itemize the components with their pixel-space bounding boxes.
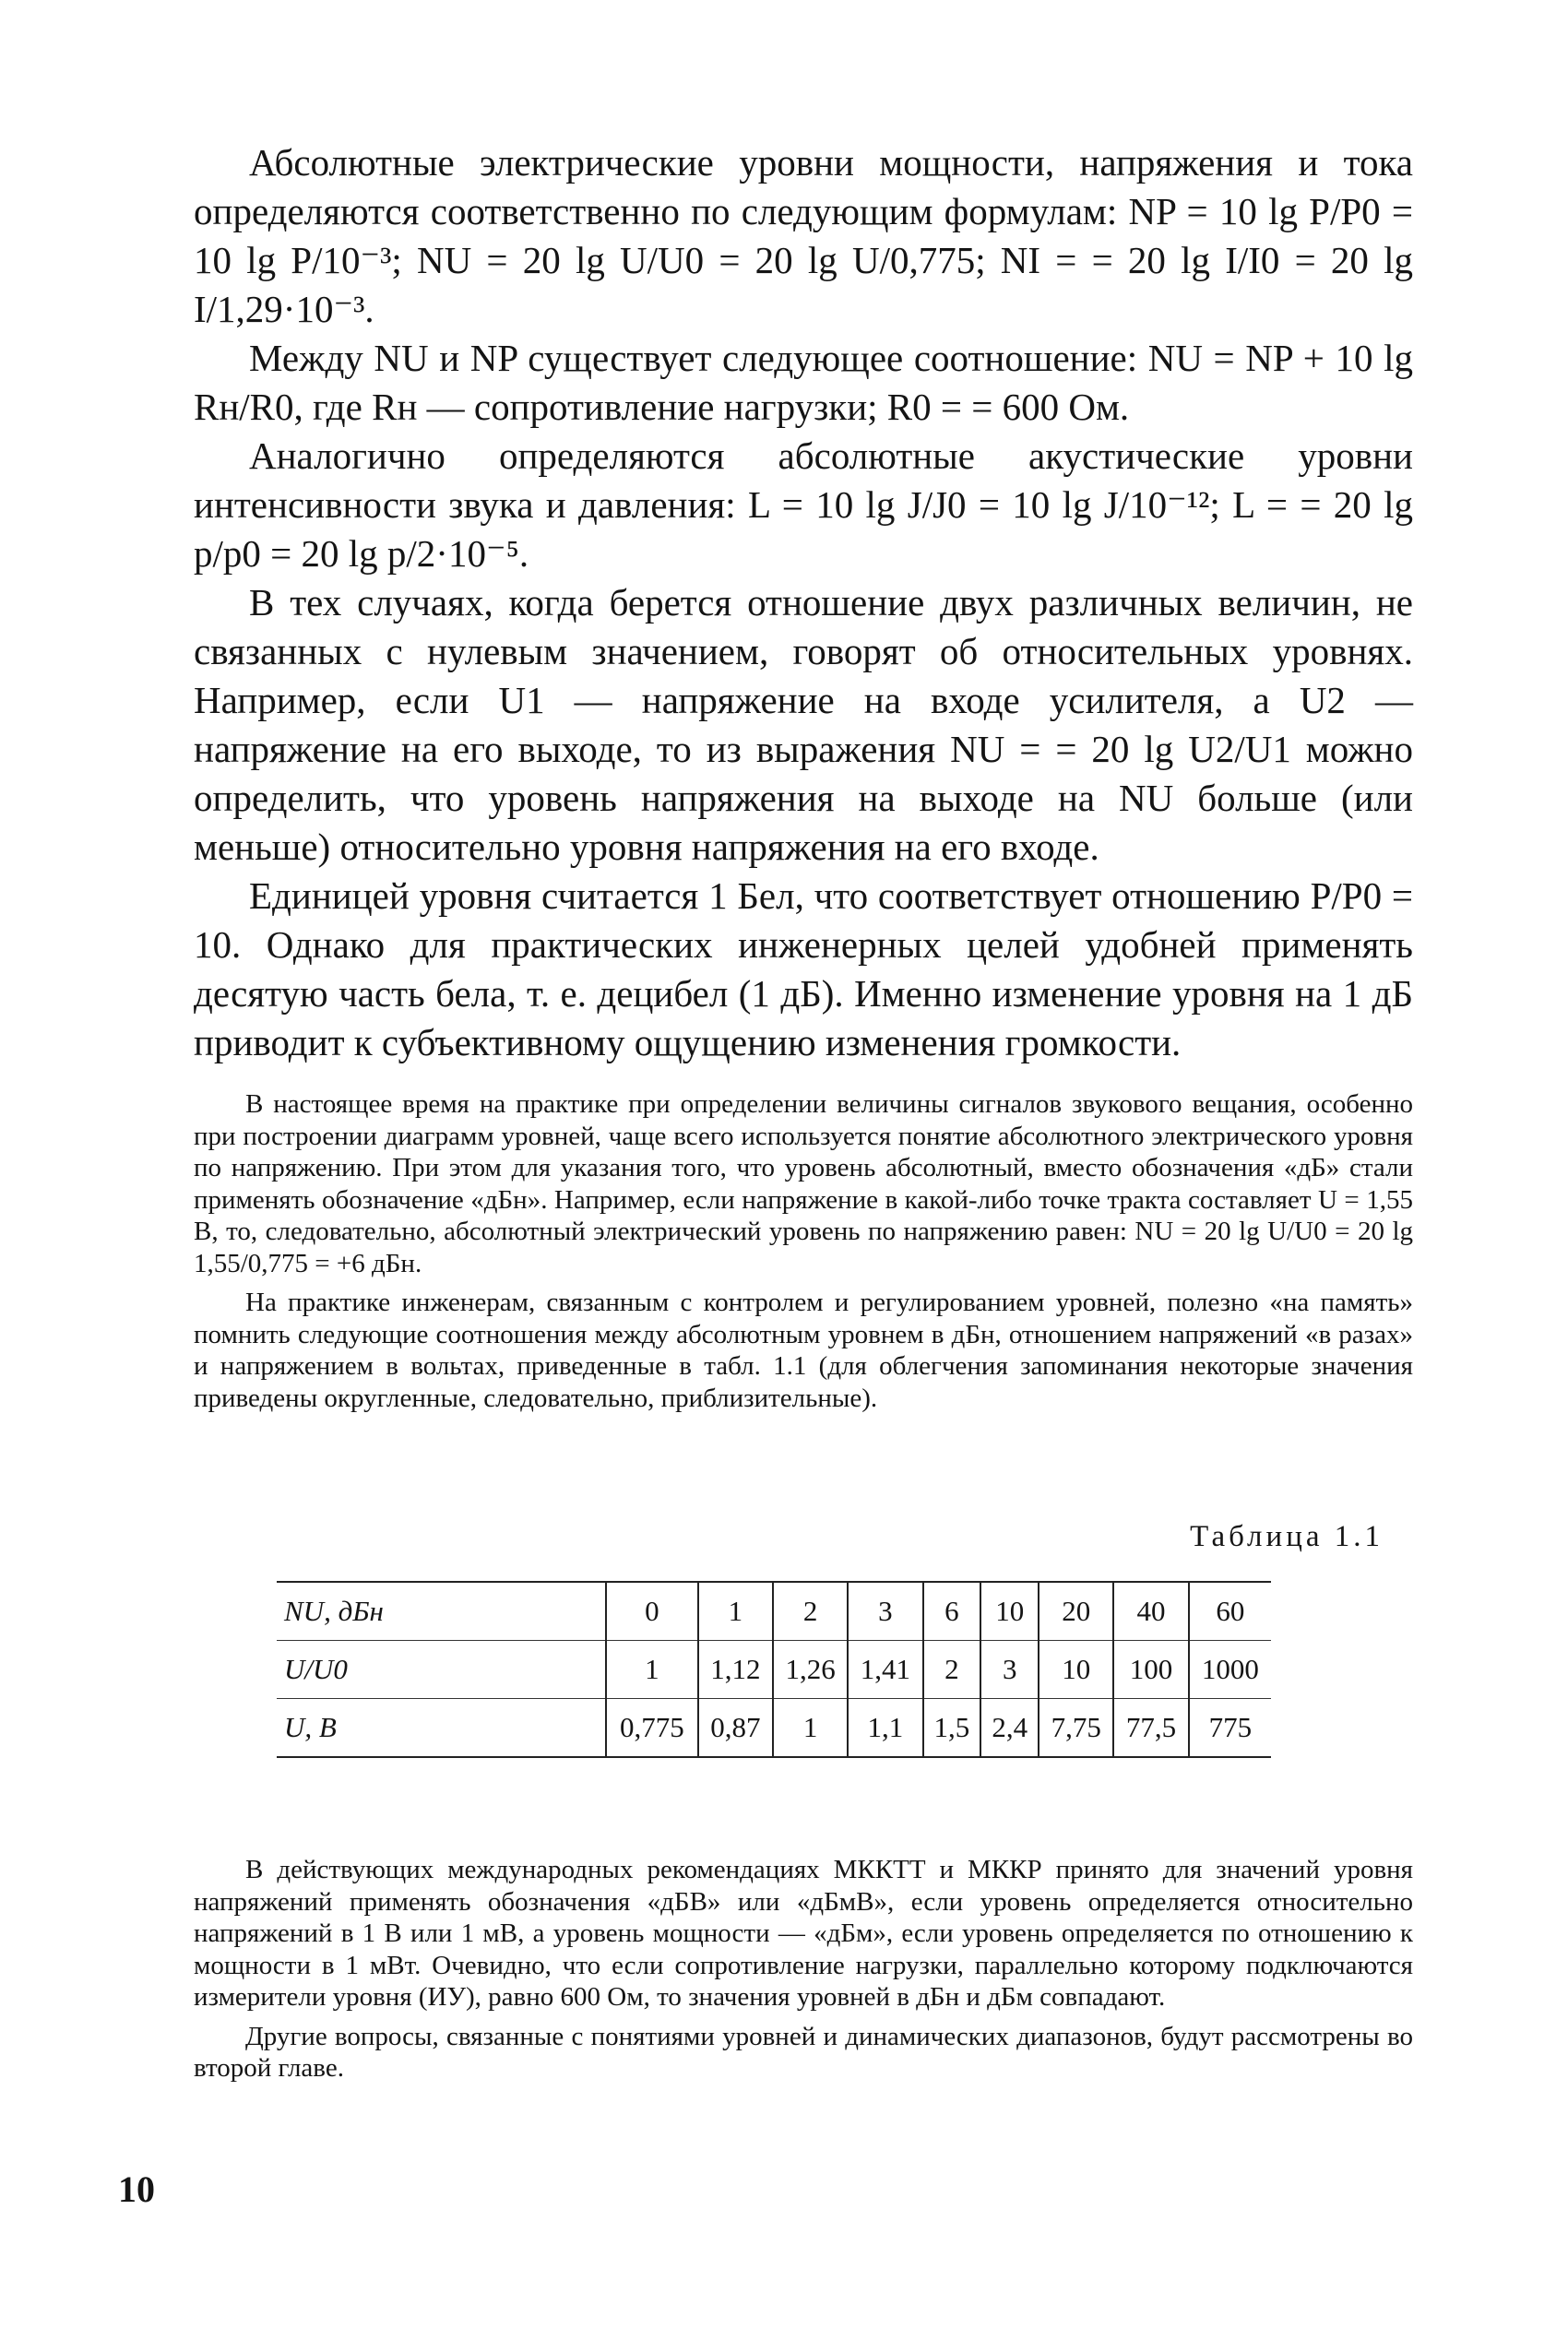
table-cell: 3 xyxy=(980,1641,1039,1699)
paragraph-other-questions: Другие вопросы, связанные с понятиями уровней и динамических диапазонов, будут рассмотрены во второй главе. xyxy=(194,2021,1413,2083)
small-text-block-2 xyxy=(194,1854,1413,2092)
table-cell: 1,41 xyxy=(848,1641,922,1699)
table-cell: 77,5 xyxy=(1113,1699,1188,1758)
table-cell: 7,75 xyxy=(1039,1699,1113,1758)
paragraph-international-recommendations: В действующих международных рекомендациях МККТТ и МККР принято для значений уровня напряжений применять обозначения «дБВ» или «дБмВ», если уровень определяется относительно напряжений в 1 В или 1 мВ, а уровень мощности — «дБм», если уровень определяется по отношению к мощности в 1 мВт. Очевидно, что если сопротивление нагрузки, параллельно которому подключаются измерители уровня (ИУ), равно 600 Ом, то значения уровней в дБн и дБм совпадают. xyxy=(194,1855,1413,2012)
table-cell: 0,775 xyxy=(606,1699,698,1758)
paragraph-relative-levels: В тех случаях, когда берется отношение двух различных величин, не связанных с нулевым значением, говорят об относительных уровнях. Например, если U1 — напряжение на входе усилителя, а U2 — напряжение на его выходе, то из выражения NU = = 20 lg U2/U1 можно определить, что уровень напряжения на выходе на NU больше (или меньше) относительно уровня напряжения на его входе. xyxy=(194,581,1413,868)
table-cell: 0 xyxy=(606,1582,698,1641)
table-cell: 10 xyxy=(1039,1641,1113,1699)
table-row-ratio xyxy=(277,1641,1271,1699)
page-number: 10 xyxy=(118,2168,155,2210)
paragraph-unit-of-level: Единицей уровня считается 1 Бел, что соответствует отношению P/P0 = 10. Однако для практических инженерных целей удобней применять десятую часть бела, т. е. децибел (1 дБ). Именно изменение уровня на 1 дБ приводит к субъективному ощущению изменения громкости. xyxy=(194,874,1413,1063)
table-cell: 1,12 xyxy=(698,1641,773,1699)
table-cell: 6 xyxy=(923,1582,981,1641)
row-label: NU, дБн xyxy=(284,1595,384,1627)
table-cell: 1000 xyxy=(1189,1641,1271,1699)
table-cell: 60 xyxy=(1189,1582,1271,1641)
paragraph-dbn-usage: В настоящее время на практике при определении величины сигналов звукового вещания, особенно при построении диаграмм уровней, чаще всего используется понятие абсолютного электрического уровня по напряжению. При этом для указания того, что уровень абсолютный, вместо обозначения «дБ» стали применять обозначение «дБн». Например, если напряжение в какой-либо точке тракта составляет U = 1,55 В, то, следовательно, абсолютный электрический уровень по напряжению равен: NU = 20 lg U/U0 = 20 lg 1,55/0,775 = +6 дБн. xyxy=(194,1089,1413,1278)
table-cell: 20 xyxy=(1039,1582,1113,1641)
table-cell: 1,26 xyxy=(773,1641,848,1699)
table-cell: 1 xyxy=(698,1582,773,1641)
small-text-block-1 xyxy=(194,1088,1413,1421)
table-row-nu xyxy=(277,1582,1271,1641)
table-cell: 775 xyxy=(1189,1699,1271,1758)
table-cell: 1,1 xyxy=(848,1699,922,1758)
levels-table xyxy=(277,1581,1271,1758)
table-cell: 2 xyxy=(923,1641,981,1699)
table-cell: 1 xyxy=(773,1699,848,1758)
row-label: U/U0 xyxy=(284,1653,348,1685)
table-row-volts xyxy=(277,1699,1271,1758)
table-cell: 2 xyxy=(773,1582,848,1641)
table-cell: 40 xyxy=(1113,1582,1188,1641)
paragraph-acoustic: Аналогично определяются абсолютные акустические уровни интенсивности звука и давления: L = 10 lg J/J0 = 10 lg J/10⁻¹²; L = = 20 lg p/p0 = 20 lg p/2·10⁻⁵. xyxy=(194,434,1413,575)
table-cell: 2,4 xyxy=(980,1699,1039,1758)
table-cell: 100 xyxy=(1113,1641,1188,1699)
paragraph-relation: Между NU и NP существует следующее соотношение: NU = NP + 10 lg Rн/R0, где Rн — сопротивление нагрузки; R0 = = 600 Ом. xyxy=(194,337,1413,428)
table-cell: 3 xyxy=(848,1582,922,1641)
table-cell: 1,5 xyxy=(923,1699,981,1758)
main-text-block xyxy=(194,138,1413,1067)
row-label: U, В xyxy=(284,1711,337,1743)
paragraph-formulas: Абсолютные электрические уровни мощности, напряжения и тока определяются соответственно по следующим формулам: NP = 10 lg P/P0 = 10 lg P/10⁻³; NU = 20 lg U/U0 = 20 lg U/0,775; NI = = 20 lg I/I0 = 20 lg I/1,29·10⁻³. xyxy=(194,141,1413,330)
table-cell: 10 xyxy=(980,1582,1039,1641)
table-caption: Таблица 1.1 xyxy=(1190,1520,1384,1553)
table-cell: 1 xyxy=(606,1641,698,1699)
table-cell: 0,87 xyxy=(698,1699,773,1758)
paragraph-memory-table: На практике инженерам, связанным с контролем и регулированием уровней, полезно «на память» помнить следующие соотношения между абсолютным уровнем в дБн, отношением напряжений «в разах» и напряжением в вольтах, приведенные в табл. 1.1 (для облегчения запоминания некоторые значения приведены округленные, следовательно, приблизительные). xyxy=(194,1288,1413,1413)
